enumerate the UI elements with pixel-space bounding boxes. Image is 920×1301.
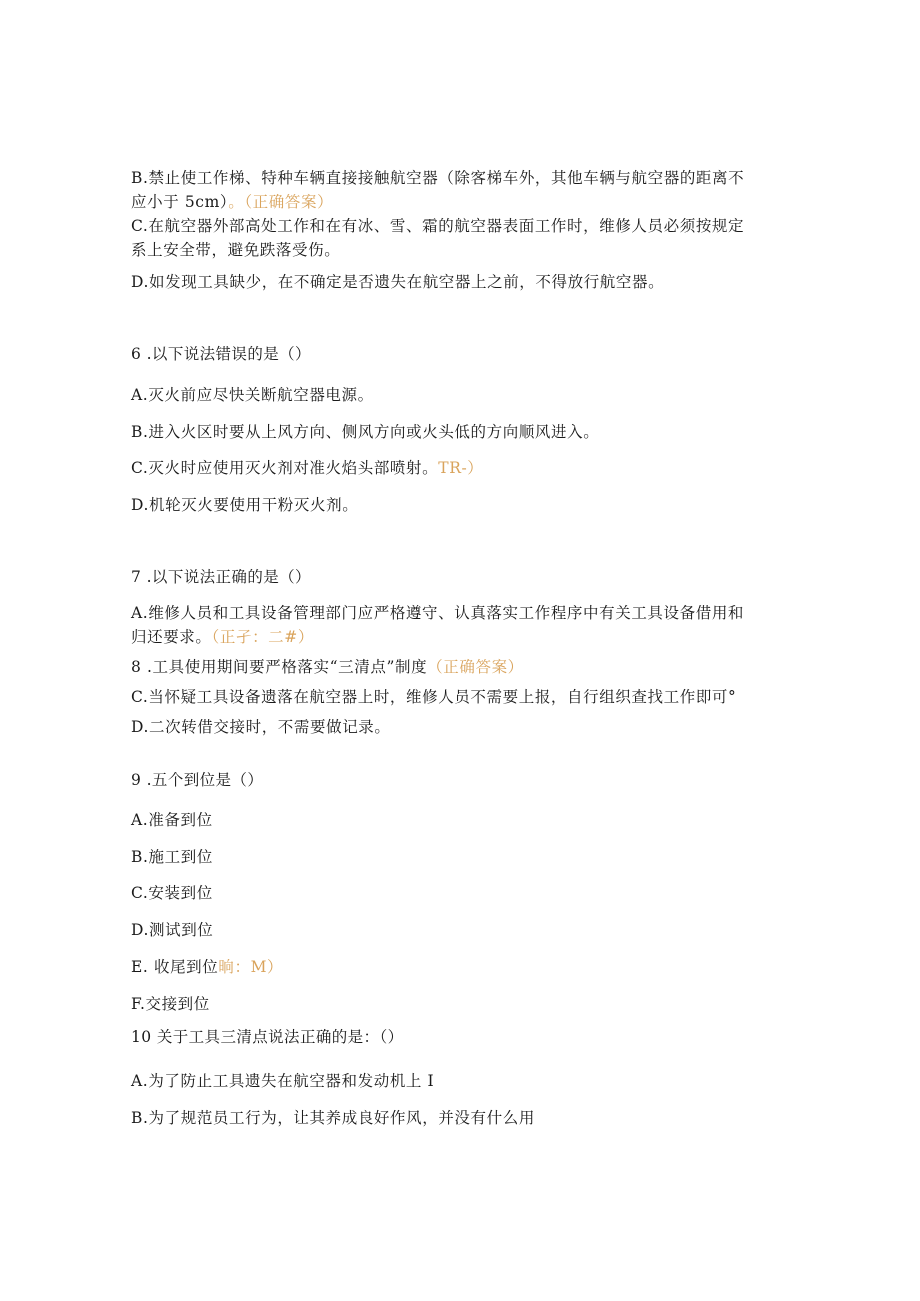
q6-option-c-text: C.灭火时应使用灭火剂对准火焰头部喷射。 <box>131 459 439 477</box>
q9-option-f: F.交接到位 <box>131 995 210 1013</box>
q10-question: 10 关于工具三清点说法正确的是：（） <box>131 1028 404 1046</box>
q10-option-a: A.为了防止工具遗失在航空器和发动机上 I <box>131 1072 435 1090</box>
q6-answer-mark: TR-） <box>438 459 484 477</box>
q6-option-c <box>131 458 483 478</box>
q9-answer-mark: 晌：M） <box>218 958 284 976</box>
q6-question: 6 .以下说法错误的是（） <box>131 345 311 363</box>
q5-option-b-line2 <box>131 192 333 212</box>
q9-option-d: D.测试到位 <box>131 921 214 939</box>
q6-option-d: D.机轮灭火要使用干粉灭火剂。 <box>131 496 359 514</box>
q5-option-c-line1: C.在航空器外部高处工作和在有冰、雪、霜的航空器表面工作时，维修人员必须按规定 <box>131 217 745 235</box>
q7-answer-mark-a: （正孑：二#） <box>211 628 314 646</box>
q5-option-b-line1: B.禁止使工作梯、特种车辆直接接触航空器（除客梯车外，其他车辆与航空器的距离不 <box>131 169 745 187</box>
q9-option-b: B.施工到位 <box>131 848 213 866</box>
q9-option-c: C.安装到位 <box>131 884 213 902</box>
q5-answer-mark: 。（正确答案） <box>228 193 334 211</box>
q7-option-a-line1: A.维修人员和工具设备管理部门应严格遵守、认真落实工作程序中有关工具设备借用和 <box>131 604 745 622</box>
q7-option-b-text: 8 .工具使用期间要严格落实“三清点”制度 <box>131 658 428 676</box>
q5-option-d: D.如发现工具缺少，在不确定是否遗失在航空器上之前，不得放行航空器。 <box>131 273 665 291</box>
q7-question: 7 .以下说法正确的是（） <box>131 568 311 586</box>
q7-option-c: C.当怀疑工具设备遗落在航空器上时，维修人员不需要上报，自行组织查找工作即可° <box>131 688 737 706</box>
q7-option-b <box>131 657 524 677</box>
q7-option-d: D.二次转借交接时，不需要做记录。 <box>131 718 391 736</box>
q7-answer-mark-b: （正确答案） <box>427 658 524 676</box>
q6-option-b: B.进入火区时要从上风方向、侧风方向或火头低的方向顺风进入。 <box>131 423 600 441</box>
q6-option-a: A.灭火前应尽快关断航空器电源。 <box>131 386 374 404</box>
q10-option-b: B.为了规范员工行为，让其养成良好作风，并没有什么用 <box>131 1109 535 1127</box>
q9-option-a: A.准备到位 <box>131 811 213 829</box>
q7-option-a-text: 归还要求。 <box>131 628 212 646</box>
q9-option-e <box>131 957 283 977</box>
q9-question: 9 .五个到位是（） <box>131 771 264 789</box>
q9-option-e-text: E. 收尾到位 <box>131 958 219 976</box>
q5-option-c-line2: 系上安全带，避免跌落受伤。 <box>131 241 341 259</box>
q5-option-b-text: 应小于 5cm） <box>131 193 229 211</box>
q7-option-a-line2 <box>131 627 314 647</box>
